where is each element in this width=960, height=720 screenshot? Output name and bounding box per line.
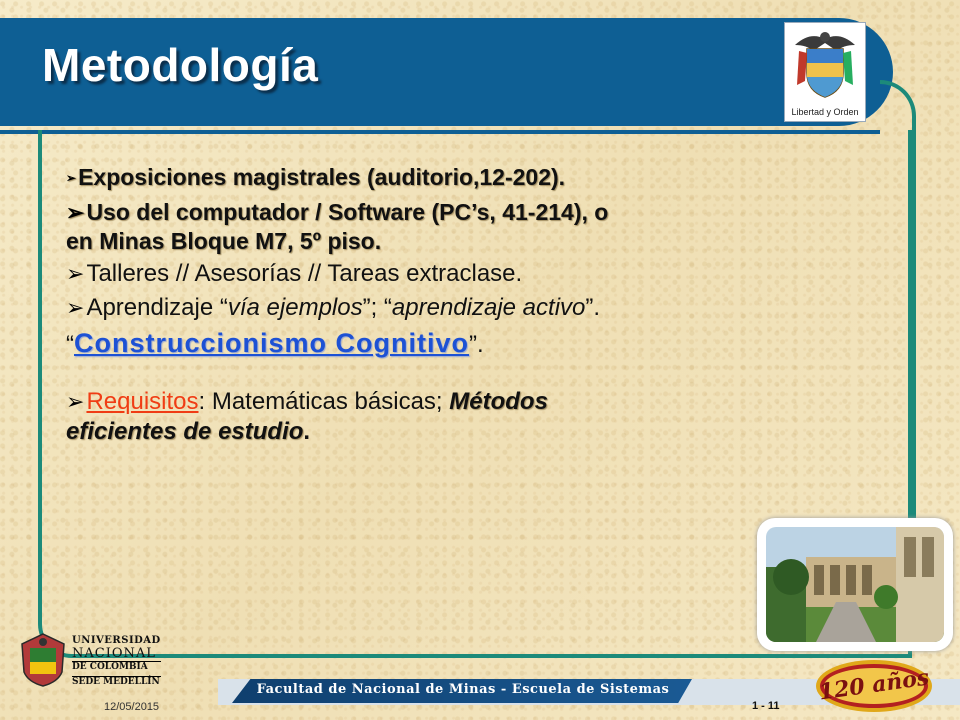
item-4-prefix: Aprendizaje “ (86, 294, 228, 322)
university-shield-icon (18, 632, 68, 688)
content-frame-right (880, 80, 916, 560)
unal-logo (18, 632, 68, 688)
campus-photo (766, 527, 944, 642)
arrow-bullet-icon: ➢ (66, 261, 85, 287)
university-line-2: NACIONAL (72, 646, 156, 661)
bullet-item-6 (66, 387, 866, 447)
university-name (72, 635, 161, 687)
slide-title: Metodología (42, 39, 319, 91)
item-6-mid: : Matemáticas básicas; (198, 388, 450, 415)
item-5-close: ”. (469, 331, 484, 359)
item-4-italic-2: aprendizaje activo (391, 294, 586, 322)
item-5-open: “ (66, 331, 74, 359)
requisitos-link[interactable]: Requisitos (86, 388, 199, 415)
university-line-1: UNIVERSIDAD (72, 635, 161, 646)
item-4-mid: ”; “ (362, 294, 392, 322)
bullet-item-2 (66, 198, 866, 256)
item-2-line2: en Minas Bloque M7, 5º piso. (66, 227, 382, 254)
constructionism-link[interactable]: Construccionismo Cognitivo (74, 328, 470, 359)
anniversary-text: 120 años (817, 664, 931, 706)
page-number: 1 - 11 (752, 700, 780, 712)
university-line-3: DE COLOMBIA (72, 661, 161, 672)
item-5 (66, 327, 866, 361)
university-line-4: SEDE MEDELLÍN (72, 677, 160, 687)
anniversary-badge (814, 658, 934, 714)
bullet-item-4 (66, 293, 866, 323)
item-4-italic-1: vía ejemplos (227, 294, 363, 322)
slide-date: 12/05/2015 (104, 701, 160, 713)
colombia-crest (784, 22, 866, 122)
arrow-bullet-icon: ➢ (66, 389, 85, 414)
crest-caption: Libertad y Orden (791, 107, 859, 117)
arrow-bullet-icon: ➢ (66, 295, 85, 321)
bullet-item-3 (66, 259, 866, 289)
bullet-item-1 (66, 163, 866, 192)
coat-of-arms-icon (785, 23, 865, 103)
item-4-suffix: ”. (585, 294, 601, 322)
arrow-bullet-icon: ➢ (66, 171, 77, 186)
item-6-bold-1: Métodos (449, 388, 548, 415)
item-2-line1: Uso del computador / Software (PC’s, 41-214), o (86, 198, 609, 225)
faculty-name: Facultad de Nacional de Minas - Escuela de Sistemas (256, 682, 670, 697)
item-6-bold-2: eficientes de estudio (66, 418, 304, 445)
item-6-end: . (303, 418, 311, 445)
item-1-text: Exposiciones magistrales (auditorio,12-202). (78, 164, 566, 190)
item-3-text: Talleres // Asesorías // Tareas extraclase. (86, 260, 523, 288)
content-body (66, 163, 866, 447)
arrow-bullet-icon: ➢ (66, 199, 85, 225)
campus-photo-card (757, 518, 953, 651)
